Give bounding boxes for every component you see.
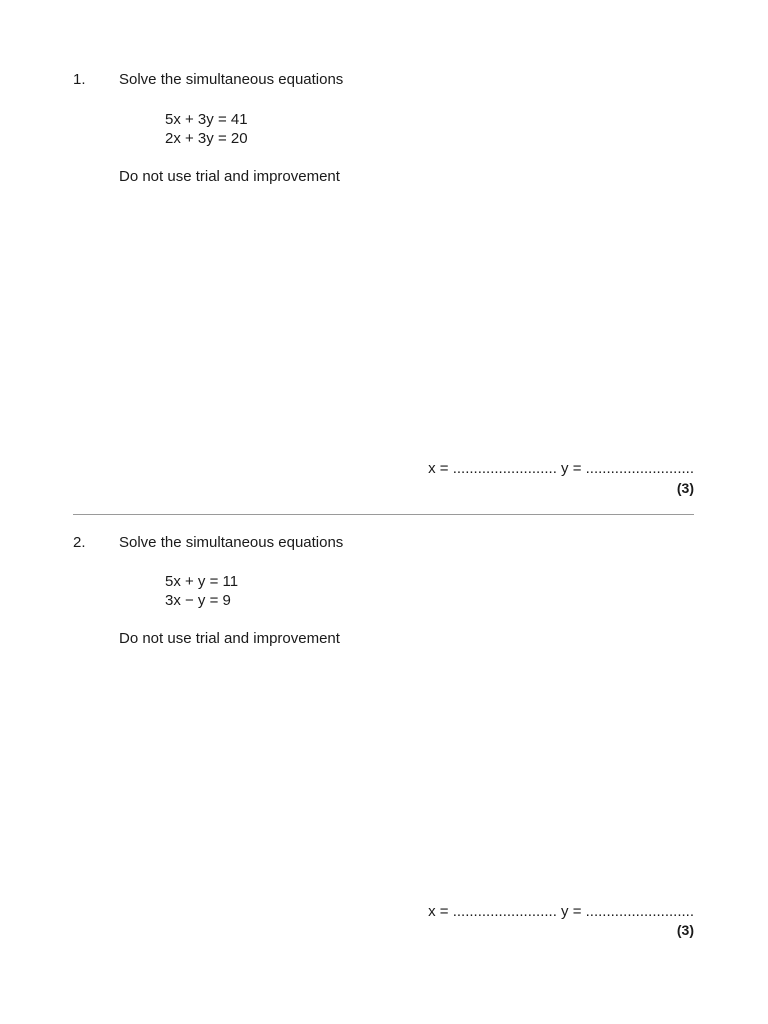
marks-label: (3) [676, 922, 694, 938]
answer-line[interactable]: x = ......................... y = .......................... [428, 903, 694, 920]
marks-label: (3) [676, 480, 694, 496]
question-divider [73, 514, 694, 515]
equation-line: 2x + 3y = 20 [165, 130, 248, 147]
answer-line[interactable]: x = ......................... y = .......................... [428, 460, 694, 477]
equations-block [165, 572, 238, 610]
equation-line: 5x + y = 11 [165, 573, 239, 590]
question-instruction: Do not use trial and improvement [119, 168, 340, 185]
equations-block [165, 110, 248, 148]
question-instruction: Do not use trial and improvement [119, 630, 340, 647]
question-prompt: Solve the simultaneous equations [119, 534, 344, 551]
question-prompt: Solve the simultaneous equations [119, 71, 344, 88]
question-number: 2. [73, 534, 86, 551]
equation-line: 3x − y = 9 [165, 592, 231, 609]
question-number: 1. [73, 71, 86, 88]
equation-line: 5x + 3y = 41 [165, 111, 248, 128]
